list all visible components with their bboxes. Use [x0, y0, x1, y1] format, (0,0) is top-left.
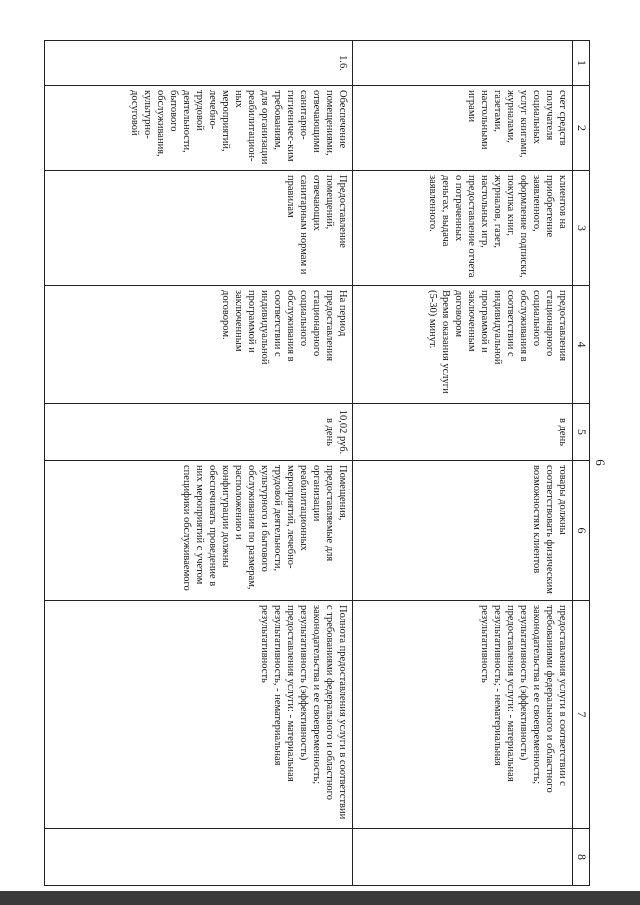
quality-indicators: товары должны соответствовать физическим возможностям клиентов — [353, 461, 573, 601]
column-number: 5 — [573, 404, 590, 461]
service-content: Предоставление помещений, отвечающих санитарным нормам и правилам — [45, 171, 353, 286]
service-period — [45, 286, 353, 404]
service-terms — [353, 829, 573, 886]
column-number-row — [573, 41, 590, 886]
row-number: 1.6. — [45, 41, 353, 86]
rotated-document-page — [44, 40, 610, 885]
column-number: 7 — [573, 601, 590, 829]
column-number: 8 — [573, 829, 590, 886]
row-number — [353, 41, 573, 86]
services-table — [44, 40, 590, 886]
period-text: На период предоставления стационарного социального обслуживания в соответствии с индивидуальной программой и заключенным договором. — [220, 290, 348, 365]
scan-edge — [0, 891, 640, 905]
service-cost: в день — [353, 404, 573, 461]
evaluation-conditions: предоставления услуги в соответствии с требованиями федерального и областного законодательства и ее своевременность; результативность (эффективность) предоставления услуги: - материальная результативность; - нематериальная результативность — [353, 601, 573, 829]
service-cost: 10,02 руб. в день — [45, 404, 353, 461]
table-row — [45, 41, 353, 886]
column-number: 4 — [573, 286, 590, 404]
period-time: Время оказания услуги (5-30) минут. — [427, 290, 451, 394]
evaluation-conditions: Полнота предоставления услуги в соответствии с требованиями федерального и областного законодательства и ее своевременность; результативность (эффективность) предоставления услуги: - материальная результативность, - нематериальная результативность — [45, 601, 353, 829]
column-number: 1 — [573, 41, 590, 86]
column-number: 6 — [573, 461, 590, 601]
service-content: клиентов на приобретение заявленного, оформление подписки, покупка книг, журналов, газет, настольных игр, предоставление отчета о потраченных деньгах, выдача заявленного. — [353, 171, 573, 286]
page-number: 6 — [593, 459, 608, 466]
table-row — [353, 41, 573, 886]
column-number: 3 — [573, 171, 590, 286]
quality-indicators: Помещения, предоставляемые для организации реабилитационных мероприятий, лечебно-трудовой деятельности, культурного и бытового обслуживания по размерам, расположению и конфигурации должны обеспечивать проведение в них мероприятий с учетом специфики обслуживаемого — [45, 461, 353, 601]
period-text: предоставления стационарного социального обслуживания в соответствии с индивидуальной программой и заключенным договором — [453, 290, 568, 365]
service-terms — [45, 829, 353, 886]
column-number: 2 — [573, 86, 590, 171]
service-period — [353, 286, 573, 404]
service-name: счет средств получателя социальных услуг книгами, журналами, газетами, настольными играми — [353, 86, 573, 171]
service-name: Обеспечение помещениями, отвечающими санитарно-гигиеничес-ким требованиям, для организации реабилитацион-ных мероприятий, лечебно-трудовой деятельности, бытового обслуживания, культурно-досуговой — [45, 86, 353, 171]
